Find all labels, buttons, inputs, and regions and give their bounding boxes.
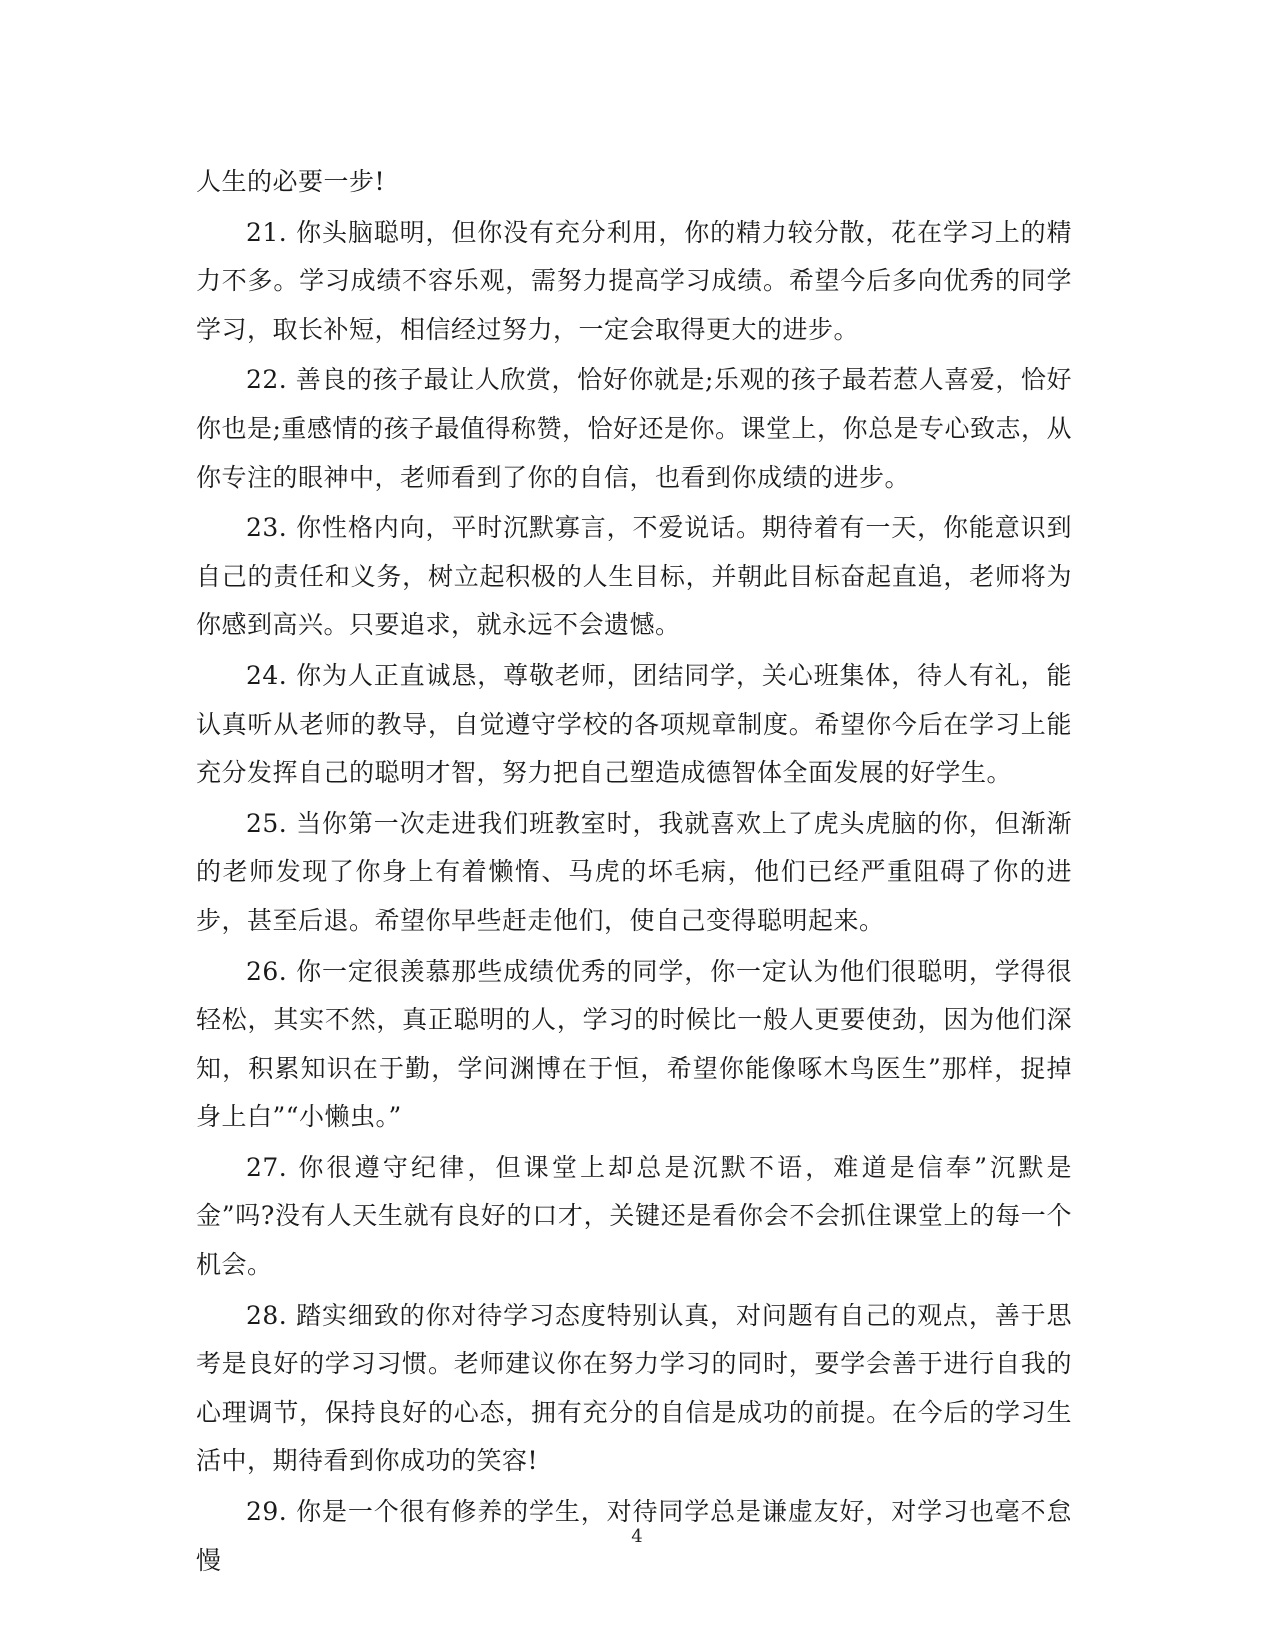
paragraph-21: 21. 你头脑聪明，但你没有充分利用，你的精力较分散，花在学习上的精力不多。学习成绩不容乐观，需努力提高学习成绩。希望今后多向优秀的同学学习，取长补短，相信经过努力，一定会取得更大的进步。: [196, 217, 1072, 344]
paragraph-29: 29. 你是一个很有修养的学生，对待同学总是谦虚友好，对学习也毫不怠慢: [196, 1497, 1072, 1575]
paragraph-24: 24. 你为人正直诚恳，尊敬老师，团结同学，关心班集体，待人有礼，能认真听从老师的教导，自觉遵守学校的各项规章制度。希望你今后在学习上能充分发挥自己的聪明才智，努力把自己塑造成德智体全面发展的好学生。: [196, 660, 1072, 788]
page-number: 4: [631, 1526, 643, 1547]
paragraph-26: 26. 你一定很羡慕那些成绩优秀的同学，你一定认为他们很聪明，学得很轻松，其实不然，真正聪明的人，学习的时候比一般人更要使劲，因为他们深知，积累知识在于勤，学问渊博在于恒，希望你能像啄木鸟医生”那样，捉掉身上白”“小懒虫。”: [196, 956, 1072, 1132]
paragraph-23: 23. 你性格内向，平时沉默寡言，不爱说话。期待着有一天，你能意识到自己的责任和义务，树立起积极的人生目标，并朝此目标奋起直追，老师将为你感到高兴。只要追求，就永远不会遗憾。: [196, 513, 1072, 640]
paragraph-continuation: 人生的必要一步!: [196, 167, 386, 196]
paragraph-22: 22. 善良的孩子最让人欣赏，恰好你就是;乐观的孩子最若惹人喜爱，恰好你也是;重感情的孩子最值得称赞，恰好还是你。课堂上，你总是专心致志，从你专注的眼神中，老师看到了你的自信，也看到你成绩的进步。: [196, 365, 1072, 492]
paragraph-27: 27. 你很遵守纪律，但课堂上却总是沉默不语，难道是信奉”沉默是金”吗?没有人天生就有良好的口才，关键还是看你会不会抓住课堂上的每一个机会。: [196, 1152, 1072, 1280]
body-text: [196, 158, 1072, 1587]
paragraph-25: 25. 当你第一次走进我们班教室时，我就喜欢上了虎头虎脑的你，但渐渐的老师发现了你身上有着懒惰、马虎的坏毛病，他们已经严重阻碍了你的进步，甚至后退。希望你早些赶走他们，使自己变得聪明起来。: [196, 808, 1072, 935]
paragraph-28: 28. 踏实细致的你对待学习态度特别认真，对问题有自己的观点，善于思考是良好的学习习惯。老师建议你在努力学习的同时，要学会善于进行自我的心理调节，保持良好的心态，拥有充分的自信是成功的前提。在今后的学习生活中，期待看到你成功的笑容!: [196, 1300, 1072, 1476]
